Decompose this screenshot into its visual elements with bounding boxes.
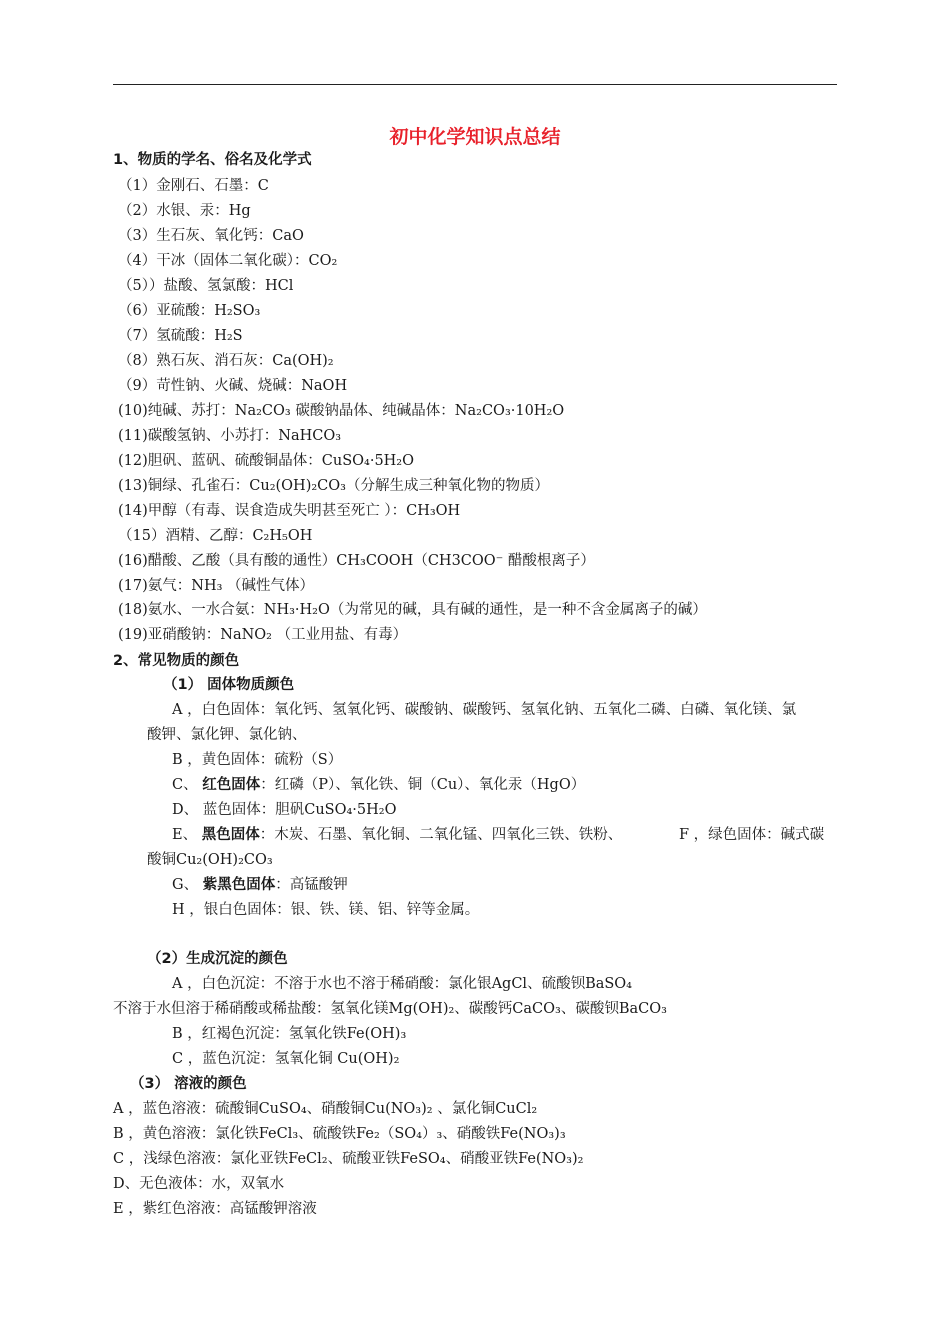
list-item: A ，白色沉淀：不溶于水也不溶于稀硝酸：氯化银AgCl、硫酸钡BaSO₄: [172, 976, 632, 992]
subsection-heading: （1） 固体物质颜色: [163, 677, 295, 693]
list-item: （9）苛性钠、火碱、烧碱：NaOH: [118, 378, 348, 394]
section-heading: 1、物质的学名、俗名及化学式: [113, 152, 312, 168]
list-item: （8）熟石灰、消石灰：Ca(OH)₂: [118, 353, 334, 369]
list-item: E ，紫红色溶液：高锰酸钾溶液: [113, 1201, 317, 1217]
list-item: B ，黄色溶液：氯化铁FeCl₃、硫酸铁Fe₂（SO₄）₃、硝酸铁Fe(NO₃)₃: [113, 1126, 566, 1142]
item-text: ：高锰酸钾: [275, 877, 348, 893]
list-item: A ，蓝色溶液：硫酸铜CuSO₄、硝酸铜Cu(NO₃)₂ 、氯化铜CuCl₂: [113, 1101, 538, 1117]
list-item: [172, 875, 348, 895]
list-item: （4）干冰（固体二氧化碳）：CO₂: [118, 253, 338, 269]
item-text: ：红磷（P）、氧化铁、铜（Cu）、氧化汞（HgO）: [260, 777, 586, 793]
header-rule: [113, 84, 837, 85]
list-item: 酸钾、氯化钾、氯化钠、: [147, 727, 307, 743]
list-item: （2）水银、汞：Hg: [118, 203, 251, 219]
item-prefix: G、: [172, 877, 203, 893]
list-item: 不溶于水但溶于稀硝酸或稀盐酸：氢氧化镁Mg(OH)₂、碳酸钙CaCO₃、碳酸钡BaCO₃: [113, 1001, 667, 1017]
list-item: (11)碳酸氢钠、小苏打：NaHCO₃: [118, 428, 342, 444]
list-item: [172, 825, 622, 845]
subsection-heading: （2）生成沉淀的颜色: [147, 951, 288, 967]
list-item: （5））盐酸、氢氯酸：HCl: [118, 278, 294, 294]
list-item: [172, 775, 585, 795]
list-item: (18)氨水、一水合氨：NH₃·H₂O（为常见的碱，具有碱的通性，是一种不含金属离子的碱）: [118, 602, 707, 618]
list-item: (16)醋酸、乙酸（具有酸的通性）CH₃COOH（CH3COO⁻ 醋酸根离子）: [118, 553, 595, 569]
list-item: D、 蓝色固体：胆矾CuSO₄·5H₂O: [172, 802, 397, 818]
list-item: F ，绿色固体：碱式碳: [679, 827, 825, 843]
list-item: (17)氨气：NH₃ （碱性气体）: [118, 578, 315, 594]
list-item: （1）金刚石、石墨：C: [118, 178, 269, 194]
list-item: （15）酒精、乙醇：C₂H₅OH: [118, 528, 313, 544]
subsection-heading: （3） 溶液的颜色: [130, 1076, 247, 1092]
list-item: (13)铜绿、孔雀石：Cu₂(OH)₂CO₃（分解生成三种氧化物的物质）: [118, 478, 549, 494]
list-item: (19)亚硝酸钠：NaNO₂ （工业用盐、有毒）: [118, 627, 408, 643]
document-title: 初中化学知识点总结: [389, 126, 561, 148]
item-prefix: C、: [172, 777, 203, 793]
item-label: 紫黑色固体: [202, 877, 276, 893]
list-item: （7）氢硫酸：H₂S: [118, 328, 243, 344]
list-item: C ，浅绿色溶液：氯化亚铁FeCl₂、硫酸亚铁FeSO₄、硝酸亚铁Fe(NO₃)₂: [113, 1151, 584, 1167]
item-prefix: E、: [172, 827, 202, 843]
list-item: A ，白色固体：氧化钙、氢氧化钙、碳酸钠、碳酸钙、氢氧化钠、五氧化二磷、白磷、氧化镁、氯: [172, 702, 797, 718]
list-item: B ，红褐色沉淀：氢氧化铁Fe(OH)₃: [172, 1026, 407, 1042]
list-item: (12)胆矾、蓝矾、硫酸铜晶体：CuSO₄·5H₂O: [118, 453, 415, 469]
list-item: （6）亚硫酸：H₂SO₃: [118, 303, 261, 319]
list-item: C ，蓝色沉淀：氢氧化铜 Cu(OH)₂: [172, 1051, 400, 1067]
item-label: 黑色固体: [201, 827, 260, 843]
list-item: 酸铜Cu₂(OH)₂CO₃: [147, 852, 273, 868]
list-item: B ，黄色固体：硫粉（S）: [172, 752, 343, 768]
item-text: ：木炭、石墨、氧化铜、二氧化锰、四氧化三铁、铁粉、: [259, 827, 623, 843]
list-item: H ，银白色固体：银、铁、镁、铝、锌等金属。: [172, 902, 480, 918]
list-item: D、无色液体：水，双氧水: [113, 1176, 285, 1192]
list-item: （3）生石灰、氧化钙：CaO: [118, 228, 304, 244]
section-heading: 2、常见物质的颜色: [113, 653, 240, 669]
item-label: 红色固体: [202, 777, 261, 793]
list-item: (14)甲醇（有毒、误食造成失明甚至死亡 ）：CH₃OH: [118, 503, 461, 519]
list-item: (10)纯碱、苏打：Na₂CO₃ 碳酸钠晶体、纯碱晶体：Na₂CO₃·10H₂O: [118, 403, 565, 419]
